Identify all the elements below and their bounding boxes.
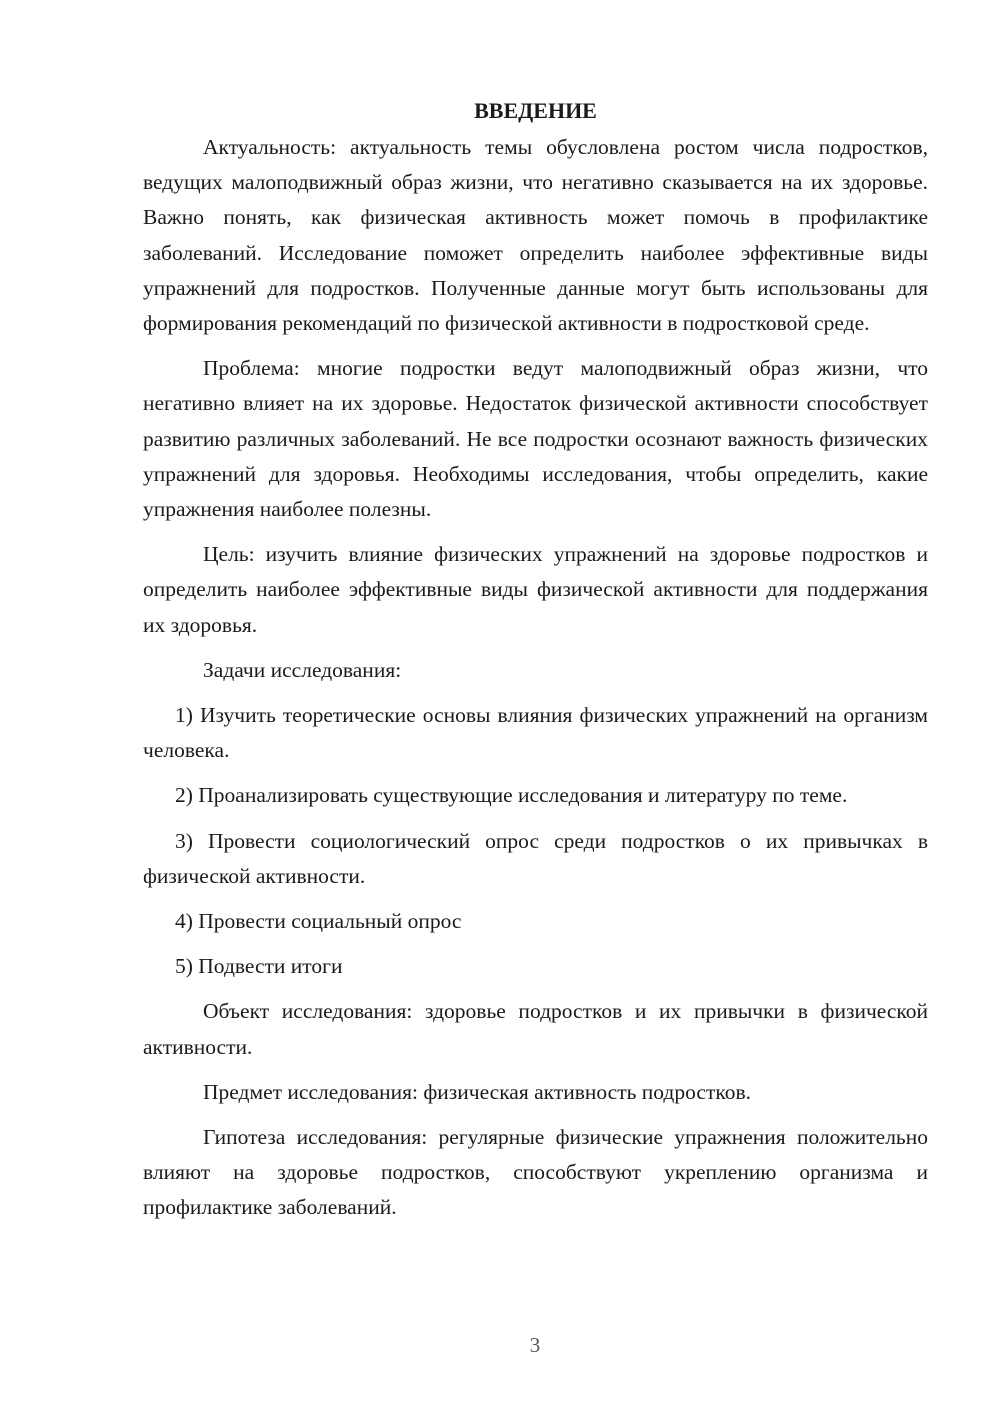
problem-paragraph: Проблема: многие подростки ведут малоподвижный образ жизни, что негативно влияет на их здоровье. Недостаток физической активности способствует развитию различных заболеваний. Не все подростки осознают важность физических упражнений для здоровья. Необходимы исследования, чтобы определить, какие упражнения наиболее полезны. [143, 356, 928, 522]
relevance-paragraph: Актуальность: актуальность темы обусловлена ростом числа подростков, ведущих малоподвижный образ жизни, что негативно сказывается на их здоровье. Важно понять, как физическая активность может помочь в профилактике заболеваний. Исследование поможет определить наиболее эффективные виды упражнений для подростков. Полученные данные могут быть использованы для формирования рекомендаций по физической активности в подростковой среде. [143, 135, 928, 336]
task-item-3: 3) Провести социологический опрос среди подростков о их привычках в физической активности. [143, 828, 928, 888]
page-number: 3 [529, 1333, 541, 1357]
task-item-1: 1) Изучить теоретические основы влияния физических упражнений на организм человека. [143, 703, 928, 763]
task-item-4: 4) Провести социальный опрос [175, 909, 462, 934]
tasks-heading: Задачи исследования: [203, 657, 402, 682]
hypothesis-paragraph: Гипотеза исследования: регулярные физические упражнения положительно влияют на здоровье подростков, способствуют укреплению организма и профилактике заболеваний. [143, 1125, 928, 1220]
document-page [143, 96, 928, 1236]
subject-paragraph: Предмет исследования: физическая активность подростков. [203, 1079, 751, 1104]
task-item-2: 2) Проанализировать существующие исследования и литературу по теме. [175, 783, 848, 808]
object-paragraph: Объект исследования: здоровье подростков и их привычки в физической активности. [143, 999, 928, 1059]
goal-paragraph: Цель: изучить влияние физических упражнений на здоровье подростков и определить наиболее эффективные виды физической активности для поддержания их здоровья. [143, 542, 928, 637]
task-item-5: 5) Подвести итоги [175, 954, 343, 979]
document-title: ВВЕДЕНИЕ [474, 98, 597, 123]
